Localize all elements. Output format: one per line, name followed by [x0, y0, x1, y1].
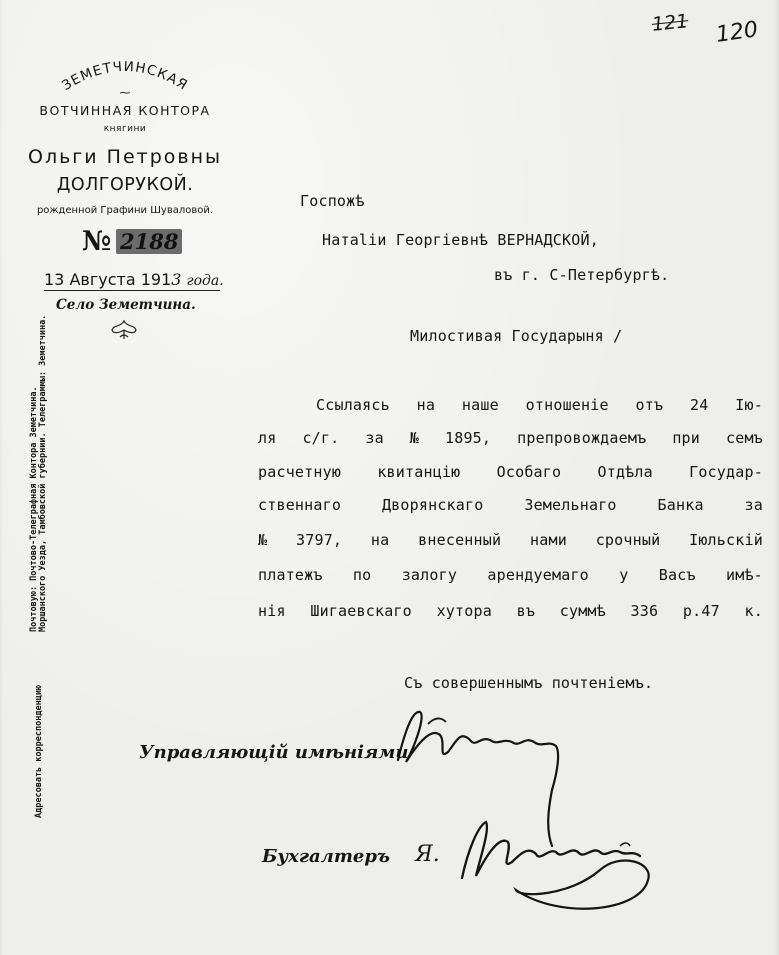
archive-page-number: 120 [714, 17, 760, 48]
body-word: отношенiе [525, 396, 609, 414]
body-word: препровождаемъ [517, 429, 647, 447]
body-word: к. [744, 602, 763, 620]
letterhead-title: княгини [103, 124, 147, 134]
body-word: отъ [635, 396, 664, 414]
body-word: расчетную [258, 463, 342, 481]
letterhead-village: Село Земетчина. [56, 297, 196, 313]
side-postal-text: Почтовую: Почтово-Телеграфная Контора Земетчина. [29, 386, 39, 632]
body-word: Государ- [689, 463, 763, 481]
outgoing-number-label: № [82, 226, 112, 257]
date-year-prefix: 191 [140, 270, 172, 289]
body-word: с/г. [302, 429, 340, 447]
body-word: р.47 [682, 602, 720, 620]
date-day-month: 13 Августа [44, 270, 136, 289]
date-year-handwritten: 3 [171, 270, 182, 289]
body-word: за [744, 496, 763, 514]
body-word: внесенный [418, 531, 502, 549]
body-word: наше [461, 396, 499, 414]
letterhead-owner-name: Ольги Петровны [27, 146, 223, 168]
side-address-text: Адресовать корреспонденцию [34, 684, 44, 818]
body-word: семъ [725, 429, 763, 447]
body-word: 336 [630, 602, 659, 620]
body-word: Особаго [496, 463, 562, 481]
accountant-label: Бухгалтеръ [262, 846, 391, 867]
body-word: Отдѣла [597, 463, 653, 481]
letterhead-office: ВОТЧИННАЯ КОНТОРА [39, 103, 211, 118]
body-word: на [370, 531, 390, 549]
body-word: Дворянскаго [381, 496, 484, 514]
closing: Съ совершеннымъ почтенiемъ. [404, 674, 654, 692]
outgoing-number-value: 2188 [116, 229, 182, 254]
body-word: по [352, 566, 372, 584]
body-word: 24 [690, 396, 709, 414]
body-word: Ссылаясь [316, 396, 390, 414]
body-word: арендуемаго [487, 566, 589, 584]
letterhead-estate: ЗЕМЕТЧИНСКАЯ [59, 58, 191, 95]
body-word: суммѣ [559, 602, 606, 620]
accountant-signature [462, 822, 640, 878]
letterhead-born: рожденной Графини Шуваловой. [36, 205, 214, 216]
manager-signature [398, 712, 558, 846]
body-word: нами [530, 531, 567, 549]
addressee-city: въ г. С-Петербургѣ. [494, 266, 670, 284]
body-word: ля [258, 429, 277, 447]
archive-page-number-struck: 121 [650, 10, 690, 36]
side-district: Моршанского Уезда, Тамбовской губернии. [38, 432, 48, 632]
body-word: у [619, 566, 629, 584]
body-word: при [672, 429, 701, 447]
body-word: Iюльскiй [689, 531, 763, 549]
body-word: Шигаевскаго [310, 602, 412, 620]
side-telegrams: Телеграммы: Земетчина. [38, 314, 48, 428]
body-word: платежъ [258, 566, 323, 584]
addressee-name: Натаlіи Георгіевнѣ ВЕРНАДСКОЙ, [322, 231, 599, 249]
greeting: Милостивая Государыня / [410, 327, 623, 345]
body-word: № [258, 531, 268, 549]
body-word: Банка [657, 496, 704, 514]
body-word: на [416, 396, 436, 414]
body-word: Земельнаго [524, 496, 617, 514]
body-word: Iю- [735, 396, 763, 414]
body-word: 1895, [444, 429, 492, 447]
body-word: № [409, 429, 420, 447]
letterhead-owner-surname: ДОЛГОРУКОЙ. [56, 175, 194, 195]
body-word: залогу [401, 566, 458, 584]
body-word: квитанцію [377, 463, 461, 481]
body-word: хутора [436, 602, 492, 620]
body-word: въ [516, 602, 536, 620]
body-word: 3797, [296, 531, 343, 549]
small-ornament-icon: ⁓ [119, 86, 131, 99]
body-word: срочный [595, 531, 661, 549]
accountant-initial: Я. [415, 842, 440, 867]
body-word: Васъ [658, 566, 696, 584]
body-word: имѣ- [725, 566, 763, 584]
body-word: ственнаго [258, 496, 342, 514]
body-word: за [365, 429, 384, 447]
body-word: нія [258, 602, 286, 620]
date-suffix: года. [186, 273, 224, 289]
manager-label: Управляющій имѣніями [139, 742, 409, 763]
salutation-to: Госпожѣ [300, 192, 365, 210]
